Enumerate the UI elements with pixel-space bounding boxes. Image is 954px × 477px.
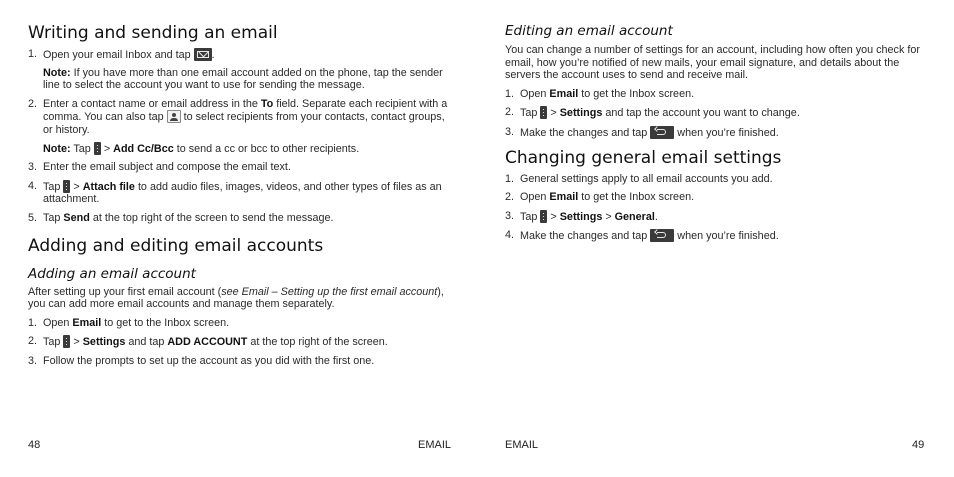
- adding-intro: After setting up your first email account (see Email – Setting up the first email account), you can add more email accounts and manage them separately.: [28, 285, 444, 311]
- list-item: 3. Make the changes and tap when you’re finished.: [505, 125, 779, 139]
- list-item: 2. Open Email to get the Inbox screen.: [505, 191, 695, 204]
- general-steps: [505, 173, 925, 243]
- subheading-editing-account: Editing an email account: [505, 23, 673, 39]
- left-page: [28, 22, 448, 374]
- back-icon: [650, 229, 674, 242]
- right-running-footer: EMAIL: [505, 439, 539, 451]
- left-page-number: 48: [28, 439, 41, 451]
- right-page-number: 49: [912, 439, 925, 451]
- list-item: 2. Enter a contact name or email address in the To field. Separate each recipient with a comma. You can also tap to select recipients from your contacts, contact groups, or history. Note: Tap > Add Cc/Bcc to send a cc or bcc to other recipients.: [28, 97, 448, 155]
- menu-icon: [540, 210, 547, 223]
- list-item: 4. Make the changes and tap when you’re finished.: [505, 229, 779, 243]
- heading-writing-sending: Writing and sending an email: [28, 23, 278, 43]
- menu-icon: [540, 106, 547, 119]
- right-page: [505, 22, 925, 249]
- list-item: 1. Open Email to get to the Inbox screen.: [28, 316, 230, 329]
- heading-adding-editing: Adding and editing email accounts: [28, 235, 324, 256]
- back-icon: [650, 126, 674, 139]
- heading-general-settings: Changing general email settings: [505, 147, 782, 168]
- list-item: 5. Tap Send at the top right of the screen to send the message.: [28, 211, 334, 224]
- list-item: 1. General settings apply to all email accounts you add.: [505, 172, 773, 185]
- menu-icon: [63, 180, 70, 193]
- adding-steps: [28, 317, 448, 368]
- editing-steps: [505, 88, 925, 140]
- list-item: 4. Tap > Attach file to add audio files, images, videos, and other types of files as an attachment.: [28, 179, 442, 206]
- menu-icon: [63, 335, 70, 348]
- compose-mail-icon: [194, 48, 212, 61]
- menu-icon: [94, 142, 101, 155]
- note: Note: If you have more than one email account added on the phone, tap the sender line to select the account you want to use for sending the message.: [43, 66, 443, 92]
- writing-steps: [28, 48, 448, 225]
- list-item: 2. Tap > Settings and tap ADD ACCOUNT at the top right of the screen.: [28, 335, 388, 349]
- list-item: 1. Open Email to get the Inbox screen.: [505, 87, 695, 100]
- left-running-footer: EMAIL: [418, 439, 452, 451]
- list-item: 1. Open your email Inbox and tap . Note: If you have more than one email account added on the phone, tap the sender line to select the account you want to use for sending the message.: [28, 48, 448, 92]
- list-item: 3. Enter the email subject and compose the email text.: [28, 161, 291, 174]
- subheading-adding-account: Adding an email account: [28, 265, 196, 282]
- note: Note: Tap > Add Cc/Bcc to send a cc or bcc to other recipients.: [43, 142, 360, 155]
- list-item: 2. Tap > Settings and tap the account you want to change.: [505, 106, 800, 120]
- list-item: 3. Tap > Settings > General.: [505, 209, 658, 223]
- list-item: 3. Follow the prompts to set up the account as you did with the first one.: [28, 354, 375, 367]
- contact-picker-icon: [167, 110, 181, 123]
- editing-intro: You can change a number of settings for an account, including how often you check for email, how you’re notified of new mails, your email signature, and details about the servers the account uses to send and receive mail.: [505, 44, 920, 82]
